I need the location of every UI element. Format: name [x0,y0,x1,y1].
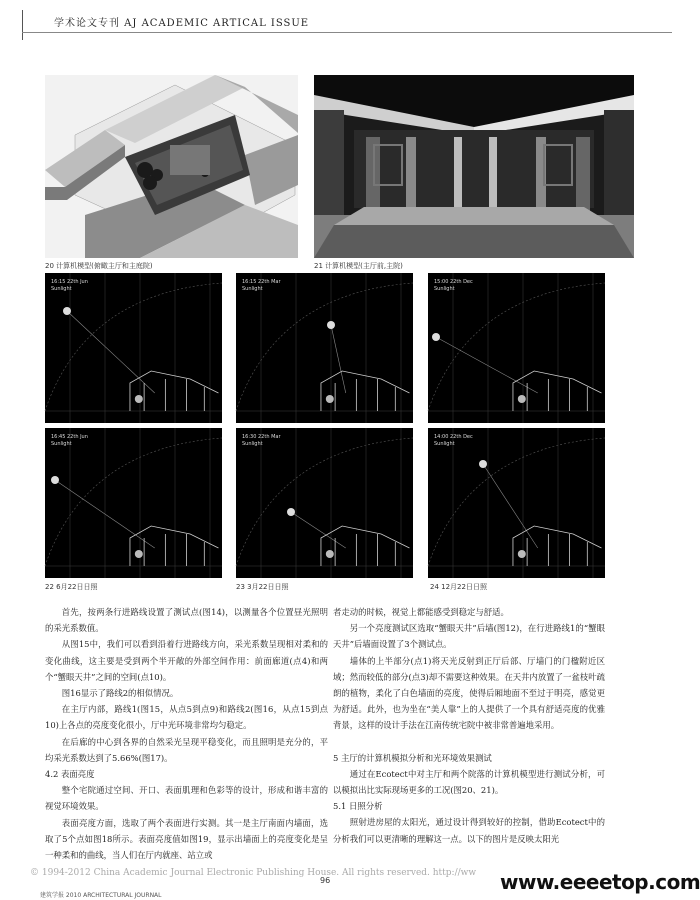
page-header [8,10,672,34]
section-heading: 5.1 日照分析 [333,801,383,812]
paragraph: 照射进房屋的太阳光，通过设计得到较好的控制，借助Ecotect中的分析我们可以更清晰的理解这一点。以下的图片是反映太阳光 [333,817,605,844]
figure-24-caption: 24 12月22日日照 [430,583,487,591]
sun-panel-label: Sunlight [242,441,263,447]
paragraph: 整个宅院通过空间、开口、表面肌理和色彩等的设计，形成和谐丰富的视觉环境效果。 [45,785,328,812]
paragraph: 从图15中，我们可以看到沿着行进路线方向，采光系数呈现相对柔和的变化曲线，这主要是受到两个半开敞的外部空间作用：前面廊道(点4)和两个“蟹眼天井”之间的空间(点10)。 [45,639,328,682]
paragraph: 图16显示了路线2的相似情况。 [61,688,179,699]
section-heading: 5 主厅的计算机模拟分析和光环境效果测试 [333,752,492,763]
sun-panel-time: 14:00 22th Dec [434,434,473,440]
figure-21-image [314,75,634,258]
paragraph: 者走动的时候，视觉上都能感受到稳定与舒适。 [333,607,509,617]
paragraph: 墙体的上半部分(点1)将天光反射到正厅后部、厅墙门的门楹附近区域；然而较低的部分(点3)却不需要这种效果。在天井内放置了一盆枝叶疏朗的植物，柔化了白色墙面的亮度，使得后厢地面不至过于明亮，感觉更为舒适。此外，也为坐在“美人靠”上的人提供了一个具有舒适亮度的优雅背景，这样的设计手法在江南传统宅院中被非常普遍地采用。 [333,655,605,731]
section-heading: 4.2 表面亮度 [45,769,95,780]
sun-panel-time: 16:45 22th Jun [51,434,88,440]
sun-panel-time: 16:15 22th Mar [242,279,281,285]
header-rule-vertical [22,10,23,40]
sun-analysis-panel [428,273,605,423]
paragraph: 通过在Ecotect中对主厅和两个院落的计算机模型进行测试分析，可以模拟出比实际现场更多的工况(图20、21)。 [333,768,605,796]
copyright-notice: © 1994-2012 China Academic Journal Electronic Publishing House. All rights reserved. http://ww [30,868,477,878]
sun-panel-time: 16:15 22th Jun [51,279,88,285]
figure-20-image [45,75,298,258]
sun-panel-label: Sunlight [51,441,72,447]
header-title: 学术论文专刊 AJ ACADEMIC ARTICAL ISSUE [54,18,310,29]
sun-analysis-panel [45,428,222,578]
sun-analysis-panel [428,428,605,578]
sun-panel-label: Sunlight [434,286,455,292]
figure-22-caption: 22 6月22日日照 [45,583,98,591]
page-footer [0,866,700,900]
paragraph: 在后廊的中心到各界的自然采光呈现平稳变化，而且照明是充分的，平均采光系数达到了5.66%(图17)。 [45,736,328,763]
figure-23-caption: 23 3月22日日照 [236,583,289,591]
paragraph: 首先，按两条行进路线设置了测试点(图14)，以测量各个位置昼光照明的采光系数值。 [45,607,328,634]
section-gap [333,734,605,750]
paragraph: 在主厅内部，路线1(图15，从点5到点9)和路线2(图16，从点15到点10)上各点的亮度变化很小，厅中光环境非常均匀稳定。 [45,704,328,731]
journal-name: 建筑学报 2010 ARCHITECTURAL JOURNAL [40,892,162,899]
header-rule [22,32,672,33]
left-text-column [45,604,328,863]
sun-panel-label: Sunlight [51,286,72,292]
figure-21-caption: 21 计算机模型(主厅前,主院) [314,262,403,270]
sun-panel-time: 16:30 22th Mar [242,434,281,440]
page-number: 96 [320,876,331,885]
right-text-column [333,604,605,847]
paragraph: 另一个亮度测试区选取“蟹眼天井”后墙(图12)，在行进路线1的“蟹眼天井”后墙面设置了3个测试点。 [333,623,605,650]
paragraph: 表面亮度方面，选取了两个表面进行实测。其一是主厅南面内墙面，选取了5个点如图18所示。表面亮度值如图19，显示出墙面上的亮度变化是呈一种柔和的曲线，当人们在厅内就座、站立或 [45,817,328,861]
watermark: www.eeeetop.com [500,870,700,894]
sun-analysis-panel [45,273,222,423]
sun-panel-time: 15:00 22th Dec [434,279,473,285]
sun-panel-label: Sunlight [242,286,263,292]
figure-20-caption: 20 计算机模型(俯瞰主厅和主庭院) [45,262,153,270]
sun-panel-label: Sunlight [434,441,455,447]
sun-analysis-panel [236,273,413,423]
sun-analysis-panel [236,428,413,578]
